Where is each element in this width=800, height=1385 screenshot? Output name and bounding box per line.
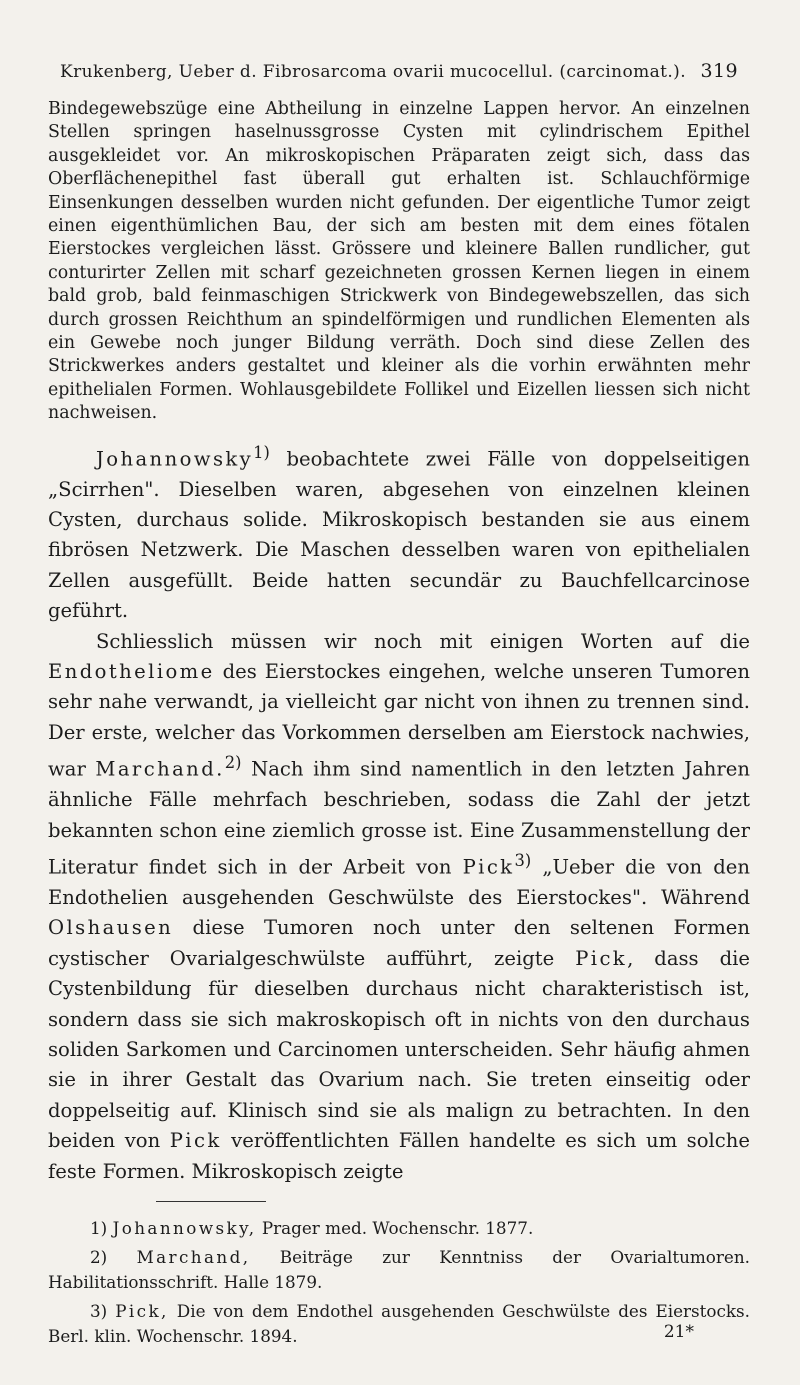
author-name: Olshausen [48, 916, 174, 940]
text-segment: diese Tumoren noch unter den seltenen Formen cystischer Ovarialgeschwülste aufführt, zeigte [48, 916, 750, 970]
footnote [48, 1299, 750, 1349]
footnote-ref: 2) [224, 753, 242, 773]
author-name: Pick [169, 1129, 222, 1153]
text-segment: Nach ihm sind namentlich in den letzten Jahren ähnliche Fälle mehrfach beschrieben, sodass die Zahl der jetzt bekannten schon eine ziemlich grosse ist. Eine Zusammenstellung der Literatur findet sich in der Arbeit von [48, 757, 750, 879]
footnote-text: Prager med. Wochenschr. 1877. [256, 1218, 534, 1239]
paragraph-continuation: Bindegewebszüge eine Abtheilung in einzelne Lappen hervor. An einzelnen Stellen springen haselnussgrosse Cysten mit cylindrischem Epithel ausgekleidet vor. An mikroskopischen Präparaten zeigt sich, dass das Oberflächenepithel fast überall gut erhalten ist. Schlauchförmige Einsenkungen desselben wurden nicht gefunden. Der eigentliche Tumor zeigt einen eigenthümlichen Bau, der sich am besten mit dem eines fötalen Eierstockes vergleichen lässt. Grössere und kleinere Ballen rundlicher, gut conturirter Zellen mit scharf gezeichneten grossen Kernen liegen in einem bald grob, bald feinmaschigen Strickwerk von Bindegewebszellen, das sich durch grossen Reichthum an spindelförmigen und rundlichen Elementen als ein Gewebe noch junger Bildung verräth. Doch sind diese Zellen des Strickwerkes anders gestaltet und kleiner als die vorhin erwähnten mehr epithelialen Formen. Wohlausgebildete Follikel und Eizellen liessen sich nicht nachweisen. [48, 99, 750, 424]
paragraph-johannowsky [48, 438, 750, 627]
printer-signature: 21* [663, 1322, 694, 1342]
running-head [60, 60, 738, 82]
text-segment: Schliesslich müssen wir noch mit einigen Worten auf die [96, 629, 750, 653]
term-endotheliome: Endotheliome [48, 660, 215, 684]
footnote-ref: 3) [514, 851, 532, 871]
text-segment: „Ueber die von den Endothelien ausgehenden Geschwülste des Eierstockes". Während [48, 855, 750, 909]
footnote-text: Beiträge zur Kenntniss der Ovarialtumoren. Habilitationsschrift. Halle 1879. [48, 1247, 750, 1293]
footnote-author: Pick, [115, 1301, 169, 1322]
running-title: Krukenberg, Ueber d. Fibrosarcoma ovarii mucocellul. (carcinomat.). [60, 62, 687, 82]
footnote-number: 1) [90, 1218, 108, 1239]
footnote-author: Marchand, [136, 1247, 251, 1268]
page-number: 319 [700, 60, 738, 82]
text-segment: des Eierstockes eingehen, welche unseren Tumoren sehr nahe verwandt, ja vielleicht gar nicht von ihnen zu trennen sind. Der erste, welcher das Vorkommen derselben am Eierstock nachwies, war [48, 660, 750, 781]
paragraph-endotheliome [48, 627, 750, 1187]
footnote-number: 3) [90, 1301, 108, 1322]
paragraph-text: beobachtete zwei Fälle von doppelseitigen „Scirrhen". Dieselben waren, abgesehen von einzelnen kleinen Cysten, durchaus solide. Mikroskopisch bestanden sie aus einem fibrösen Netzwerk. Die Maschen desselben waren von epithelialen Zellen ausgefüllt. Beide hatten secundär zu Bauchfellcarcinose geführt. [48, 447, 750, 623]
footnote-divider [156, 1201, 266, 1202]
text-segment: veröffentlichten Fällen handelte es sich um solche feste Formen. Mikroskopisch zeigte [48, 1129, 750, 1183]
author-name: Pick [462, 855, 515, 879]
footnote-ref: 1) [253, 442, 270, 462]
text-segment: , dass die Cystenbildung für dieselben durchaus nicht charakteristisch ist, sondern dass sie sich makroskopisch oft in nichts von den durchaus soliden Sarkomen und Carcinomen unterscheiden. Sehr häufig ahmen sie in ihrer Gestalt das Ovarium nach. Sie treten einseitig oder doppelseitig auf. Klinisch sind sie als malign zu betrachten. In den beiden von [48, 946, 750, 1153]
footnote-number: 2) [90, 1247, 108, 1268]
author-name: Johannowsky [96, 447, 254, 471]
footnote-author: Johannowsky, [112, 1218, 257, 1239]
footnotes [48, 1216, 750, 1349]
author-name: Pick [575, 946, 628, 970]
footnote-text: Die von dem Endothel ausgehenden Geschwülste des Eierstocks. Berl. klin. Wochenschr. 1894. [48, 1301, 750, 1347]
author-name: Marchand. [95, 757, 225, 781]
footnote [48, 1216, 750, 1241]
footnote [48, 1245, 750, 1295]
